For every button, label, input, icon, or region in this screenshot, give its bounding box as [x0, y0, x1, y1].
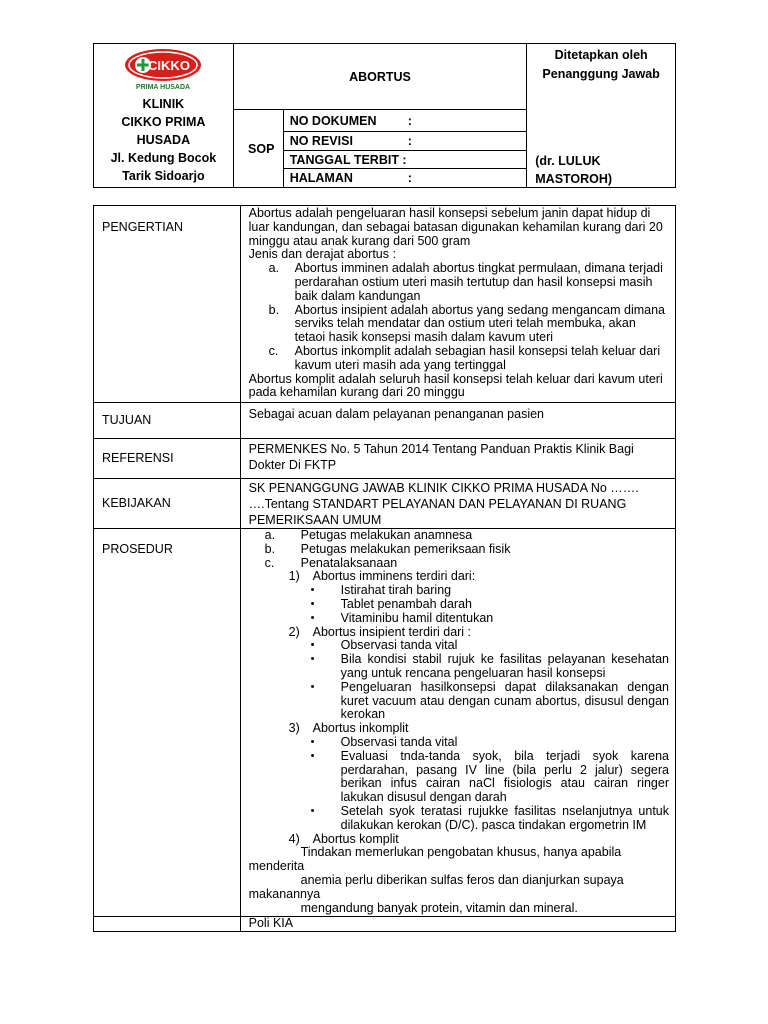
content-referensi: PERMENKES No. 5 Tahun 2014 Tentang Panduan Praktis Klinik Bagi Dokter Di FKTP	[240, 439, 675, 479]
sub-heading	[249, 626, 669, 640]
step-text: Petugas melakukan pemeriksaan fisik	[300, 541, 511, 556]
bullet-text: Observasi tanda vital	[340, 734, 458, 749]
list-marker: c.	[268, 343, 279, 358]
bullet-text: Setelah syok teratasi rujukke fasilitas nselanjutnya untuk dilakukan kerokan (D/C). pasca tindakan ergometrin IM	[340, 803, 669, 832]
list-text: Abortus insipient adalah abortus yang sedang mengancam dimana serviks telah mendatar dan ostium uteri telah membuka, akan tetaoi hasik konsepsi masih dalam kavum uteri	[294, 302, 666, 345]
content-tujuan: Sebagai acuan dalam pelayanan penanganan pasien	[240, 403, 675, 439]
sop-label: SOP	[233, 110, 283, 188]
label-pengertian: PENGERTIAN	[94, 206, 241, 403]
content-kebijakan: SK PENANGGUNG JAWAB KLINIK CIKKO PRIMA HUSADA No ……. ….Tentang STANDART PELAYANAN DAN PELAYANAN DI RUANG PEMERIKSAAN UMUM	[240, 479, 675, 529]
step-text: Penatalaksanaan	[300, 555, 398, 570]
signer-name	[535, 152, 612, 188]
sub-title: Abortus insipient terdiri dari :	[312, 624, 472, 639]
list-text: Abortus inkomplit adalah sebagian hasil konsepsi telah keluar dari kavum uteri masih ada yang tertinggal	[294, 343, 661, 372]
step-item	[249, 529, 669, 543]
sub-number: 4)	[288, 831, 300, 846]
meta-label: HALAMAN	[289, 171, 353, 186]
pengertian-jenis: Jenis dan derajat abortus :	[248, 247, 396, 262]
step-text: Petugas melakukan anamnesa	[300, 528, 473, 542]
bullet-icon: •	[310, 639, 315, 652]
komplit-text: anemia perlu diberikan sulfas feros dan dianjurkan supaya	[300, 872, 624, 887]
step-marker: a.	[264, 528, 276, 542]
sop-content-table	[93, 205, 676, 932]
meta-sep: :	[407, 133, 412, 148]
label-kebijakan: KEBIJAKAN	[94, 479, 241, 529]
bullet-item	[249, 598, 669, 612]
bullet-item	[249, 750, 669, 805]
approval-cell	[527, 44, 676, 188]
bullet-item	[249, 681, 669, 722]
bullet-item	[249, 639, 669, 653]
step-marker: c.	[264, 555, 275, 570]
step-item	[249, 557, 669, 571]
list-item	[249, 262, 669, 303]
clinic-line: KLINIK	[142, 96, 185, 111]
bullet-icon: •	[310, 597, 315, 610]
sub-heading	[249, 833, 669, 847]
clinic-line: CIKKO PRIMA	[121, 114, 206, 129]
content-pengertian	[240, 206, 675, 403]
meta-row-halaman	[283, 169, 527, 188]
bullet-text: Vitaminibu hamil ditentukan	[340, 610, 494, 625]
sub-title: Abortus imminens terdiri dari:	[312, 569, 476, 584]
row-referensi	[94, 439, 676, 479]
list-item	[249, 304, 669, 345]
meta-label: NO DOKUMEN	[289, 113, 377, 128]
sub-number: 1)	[288, 569, 300, 584]
bullet-icon: •	[310, 584, 315, 597]
content-unit: Poli KIA	[240, 917, 675, 932]
bullet-text: Observasi tanda vital	[340, 638, 458, 653]
label-tujuan: TUJUAN	[94, 403, 241, 439]
bullet-item	[249, 805, 669, 833]
approval-line: Penanggung Jawab	[542, 67, 660, 81]
meta-row-no-dokumen	[283, 110, 527, 132]
pengertian-intro: Abortus adalah pengeluaran hasil konsepsi sebelum janin dapat hidup di luar kandungan, dan sebagai batasan digunakan kehamilan kurang dari 20 minggu atau anak kurang dari 500 gram	[248, 206, 663, 248]
sub-heading	[249, 722, 669, 736]
label-referensi: REFERENSI	[94, 439, 241, 479]
bullet-icon: •	[310, 749, 315, 762]
meta-row-no-revisi	[283, 132, 527, 151]
bullet-text: Istirahat tirah baring	[340, 583, 452, 598]
row-kebijakan	[94, 479, 676, 529]
komplit-text: menderita	[248, 859, 305, 874]
clinic-cell	[94, 44, 234, 188]
bullet-item	[249, 584, 669, 598]
sub-title: Abortus komplit	[312, 831, 399, 846]
logo-text: CIKKO	[148, 57, 191, 73]
list-item	[249, 345, 669, 373]
list-marker: b.	[268, 302, 280, 317]
clinic-city: Tarik Sidoarjo	[122, 168, 205, 183]
bullet-item	[249, 736, 669, 750]
approval-line: Ditetapkan oleh	[554, 48, 648, 62]
row-unit	[94, 917, 676, 932]
list-text: Abortus imminen adalah abortus tingkat permulaan, dimana terjadi perdarahan ostium uteri masih tertutup dan hasil konsepsi masih baik dalam kandungan	[294, 261, 663, 303]
logo-subtitle: PRIMA HUSADA	[136, 83, 191, 91]
bullet-text: Bila kondisi stabil rujuk ke fasilitas pelayanan kesehatan yang untuk rencana pengeluaran hasil konsepsi	[340, 652, 669, 680]
label-unit-empty	[94, 917, 241, 932]
label-prosedur: PROSEDUR	[94, 529, 241, 917]
sub-heading	[249, 570, 669, 584]
step-marker: b.	[264, 541, 276, 556]
bullet-item	[249, 612, 669, 626]
meta-label: NO REVISI	[289, 133, 353, 148]
bullet-text: Evaluasi tnda-tanda syok, bila terjadi syok karena perdarahan, pasang IV line (bila perlu 2 jalur) segera berikan infus cairan naCl fisiologis atau cairan ringer lakukan disusul dengan darah	[340, 748, 669, 805]
bullet-text: Pengeluaran hasilkonsepsi dapat dilaksanakan dengan kuret vacuum atau dengan cunam abortus, disusul dengan kerokan	[340, 679, 669, 722]
bullet-icon: •	[310, 653, 315, 666]
bullet-icon: •	[310, 804, 315, 817]
clinic-line: HUSADA	[136, 132, 191, 147]
komplit-text: mengandung banyak protein, vitamin dan mineral.	[300, 900, 578, 915]
sub-number: 2)	[288, 624, 300, 639]
meta-sep: :	[407, 171, 412, 186]
content-prosedur	[240, 529, 675, 917]
row-pengertian	[94, 206, 676, 403]
sub-title: Abortus inkomplit	[312, 721, 409, 736]
komplit-text: Tindakan memerlukan pengobatan khusus, hanya apabila	[300, 845, 622, 860]
header-table	[93, 43, 676, 188]
bullet-icon: •	[310, 611, 315, 624]
pengertian-outro: Abortus komplit adalah seluruh hasil konsepsi telah keluar dari kavum uteri pada kehamilan kurang dari 20 minggu	[248, 371, 663, 400]
step-item	[249, 543, 669, 557]
clinic-logo	[123, 47, 203, 91]
sub-number: 3)	[288, 721, 300, 736]
komplit-text: makanannya	[248, 886, 321, 901]
bullet-icon: •	[310, 680, 315, 693]
row-tujuan	[94, 403, 676, 439]
meta-sep: :	[407, 113, 412, 128]
document-title: ABORTUS	[233, 44, 526, 110]
meta-label: TANGGAL TERBIT :	[289, 152, 407, 167]
meta-row-tanggal-terbit	[283, 150, 527, 169]
bullet-item	[249, 653, 669, 681]
list-marker: a.	[268, 261, 280, 276]
signer-line: (dr. LULUK	[535, 154, 601, 168]
signer-line: MASTOROH)	[535, 172, 613, 186]
row-prosedur	[94, 529, 676, 917]
bullet-icon: •	[310, 735, 315, 748]
clinic-address: Jl. Kedung Bocok	[110, 150, 217, 165]
bullet-text: Tablet penambah darah	[340, 596, 472, 611]
